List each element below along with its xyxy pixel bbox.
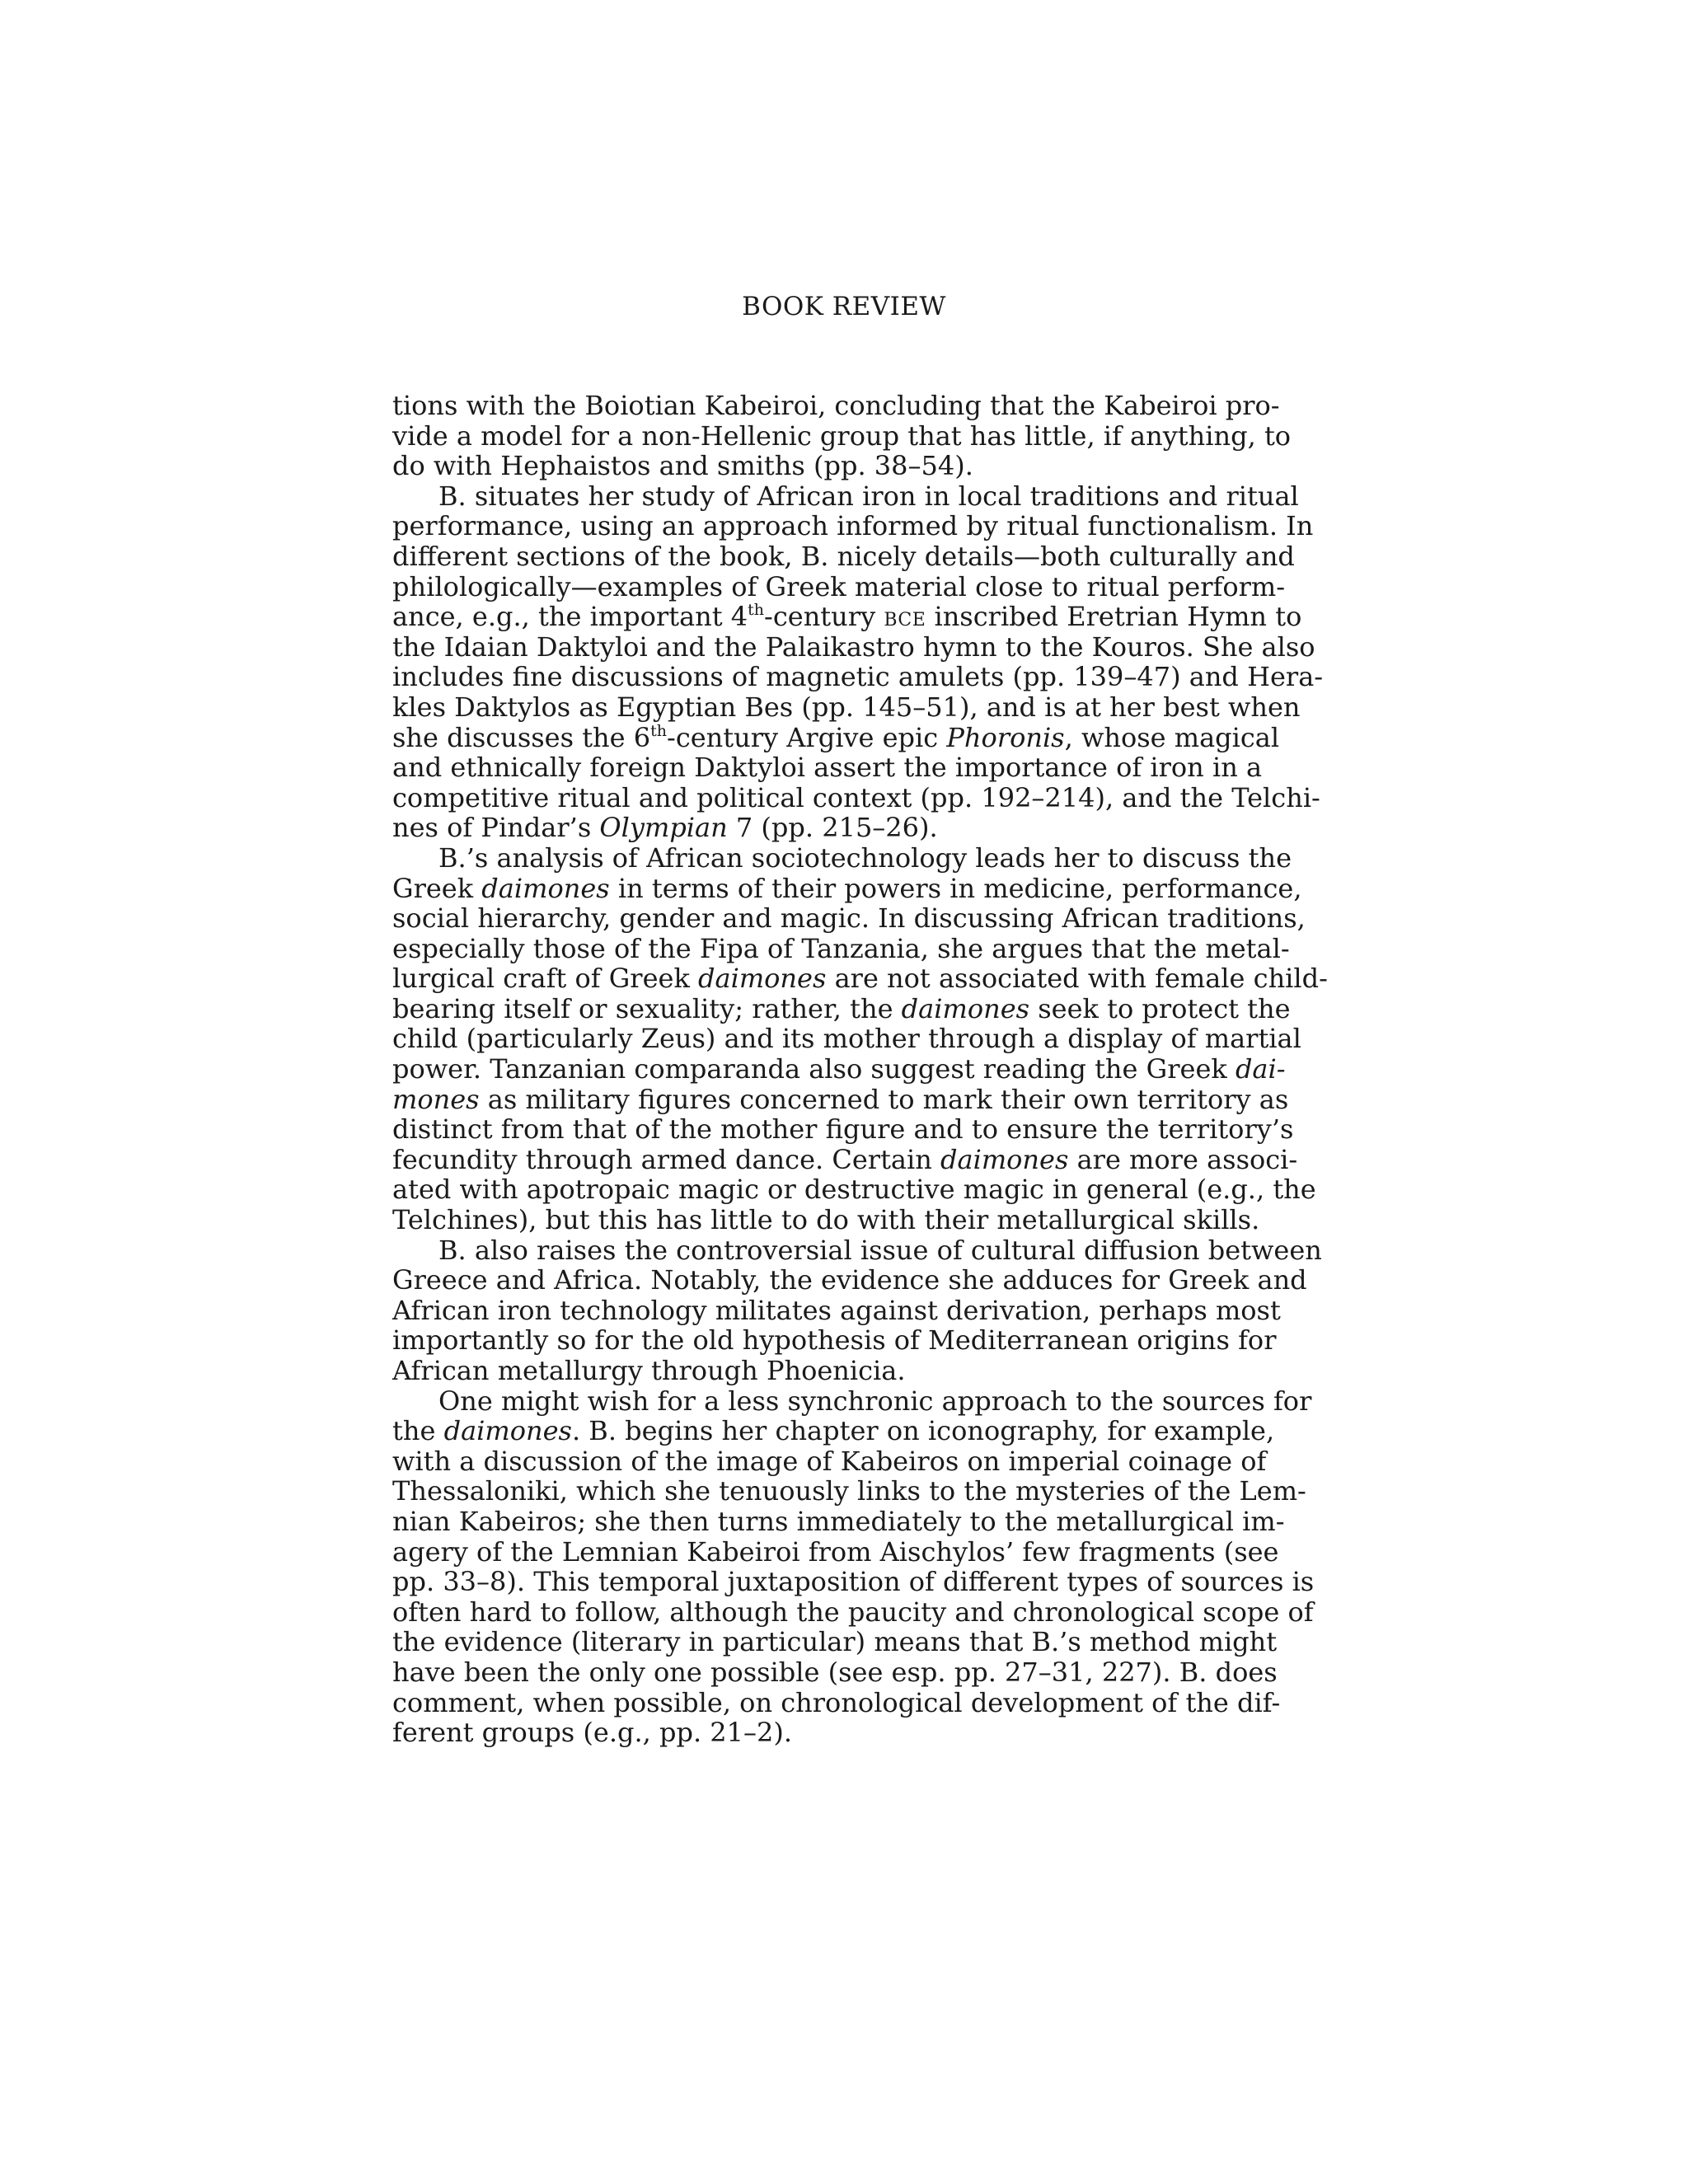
line-text: are not associated with female child- [826, 963, 1328, 995]
text-line: distinct from that of the mother figure and to ensure the territory’s [392, 1113, 1294, 1146]
italic-term: Phoronis [946, 721, 1065, 753]
text-line: B. also raises the controversial issue of cultural diffusion between [438, 1234, 1322, 1266]
text-line: includes fine discussions of magnetic amulets (pp. 139–47) and Hera- [392, 661, 1324, 693]
line-text: -century Argive epic [667, 721, 947, 753]
text-line: competitive ritual and political context (pp. 192–214), and the Telchi- [392, 781, 1320, 813]
italic-term: Olympian [599, 812, 728, 844]
italic-term: mones [392, 1083, 480, 1115]
text-line: vide a model for a non-Hellenic group that has little, if anything, to [392, 419, 1292, 452]
italic-term: daimones [481, 872, 610, 904]
text-line: tions with the Boiotian Kabeiroi, concluding that the Kabeiroi pro- [392, 390, 1280, 421]
text-line: do with Hephaistos and smiths (pp. 38–54). [392, 450, 973, 482]
text-line: Greece and Africa. Notably, the evidence she adduces for Greek and [392, 1264, 1307, 1296]
text-line: nian Kabeiros; she then turns immediately to the metallurgical im- [392, 1505, 1285, 1537]
line-text: as military figures concerned to mark their own territory as [479, 1083, 1289, 1115]
text-line [392, 872, 1302, 904]
text-line: social hierarchy, gender and magic. In discussing African traditions, [392, 902, 1306, 935]
running-head: BOOK REVIEW [742, 292, 946, 321]
line-text: the [392, 1415, 444, 1447]
line-text: bearing itself or sexuality; rather, the [392, 992, 902, 1024]
line-text: Greek [392, 872, 482, 904]
text-line: the Idaian Daktyloi and the Palaikastro hymn to the Kouros. She also [392, 630, 1315, 663]
text-line: African metallurgy through Phoenicia. [392, 1355, 906, 1386]
line-text: seek to protect the [1029, 992, 1291, 1024]
text-line: Telchines), but this has little to do with their metallurgical skills. [392, 1204, 1260, 1236]
text-line: One might wish for a less synchronic approach to the sources for [438, 1385, 1312, 1417]
superscript [650, 722, 667, 740]
line-text: . B. begins her chapter on iconography, for example, [571, 1415, 1275, 1447]
ordinal-superscript: th [748, 601, 765, 620]
line-text: inscribed Eretrian Hymn to [926, 601, 1302, 633]
italic-term: dai- [1235, 1053, 1286, 1085]
text-line: comment, when possible, on chronological development of the dif- [392, 1686, 1281, 1718]
text-line: and ethnically foreign Daktyloi assert the importance of iron in a [392, 752, 1263, 784]
line-text: nes of Pindar’s [392, 812, 600, 844]
line-text: ance, e.g., the important 4 [392, 601, 748, 633]
text-line: kles Daktylos as Egyptian Bes (pp. 145–51), and is at her best when [392, 691, 1301, 723]
line-text: lurgical craft of Greek [392, 963, 699, 995]
text-line [392, 1143, 1298, 1175]
text-line: B.’s analysis of African sociotechnology leads her to discuss the [438, 841, 1292, 874]
small-caps-text: BCE [884, 610, 926, 631]
line-text: power. Tanzanian comparanda also suggest reading the Greek [392, 1053, 1236, 1085]
line-text: she discusses the 6 [392, 721, 651, 753]
text-line: performance, using an approach informed by ritual functionalism. In [392, 510, 1314, 542]
italic-term: daimones [443, 1415, 572, 1447]
text-line [392, 1415, 1275, 1447]
italic-term: daimones [901, 992, 1030, 1024]
text-line: philologically—examples of Greek material close to ritual perform- [392, 570, 1286, 602]
text-line [392, 1053, 1286, 1085]
text-line [392, 992, 1291, 1024]
text-line: pp. 33–8). This temporal juxtaposition of different types of sources is [392, 1566, 1315, 1598]
text-line: have been the only one possible (see esp. pp. 27–31, 227). B. does [392, 1656, 1278, 1688]
text-line: child (particularly Zeus) and its mother through a display of martial [392, 1023, 1301, 1055]
text-line: often hard to follow, although the paucity and chronological scope of [392, 1596, 1314, 1628]
text-line: importantly so for the old hypothesis of Mediterranean origins for [392, 1324, 1277, 1357]
review-body [392, 390, 1328, 1749]
italic-term: daimones [698, 963, 827, 995]
text-line: Thessaloniki, which she tenuously links to the mysteries of the Lem- [392, 1475, 1306, 1507]
text-line: ated with apotropaic magic or destructive magic in general (e.g., the [392, 1174, 1316, 1206]
text-line: ferent groups (e.g., pp. 21–2). [392, 1717, 793, 1749]
text-line [392, 601, 1302, 633]
text-line: agery of the Lemnian Kabeiroi from Aischylos’ few fragments (see [392, 1535, 1279, 1568]
text-line [392, 963, 1328, 995]
line-text: -century [764, 601, 884, 633]
superscript [748, 601, 764, 619]
line-text: , whose magical [1064, 721, 1280, 753]
line-text: in terms of their powers in medicine, performance, [609, 872, 1302, 904]
text-line: especially those of the Fipa of Tanzania, she argues that the metal- [392, 932, 1290, 964]
text-line: African iron technology militates against derivation, perhaps most [392, 1294, 1281, 1326]
italic-term: daimones [940, 1143, 1069, 1175]
line-text: 7 (pp. 215–26). [727, 812, 938, 844]
text-line: different sections of the book, B. nicely details—both culturally and [392, 540, 1295, 572]
line-text: fecundity through armed dance. Certain [392, 1143, 941, 1175]
text-line [392, 721, 1280, 753]
text-line [392, 813, 1226, 843]
ordinal-superscript: th [650, 721, 667, 740]
text-line [392, 1083, 1289, 1115]
text-line: with a discussion of the image of Kabeiros on imperial coinage of [392, 1445, 1267, 1477]
line-text: are more associ- [1068, 1143, 1298, 1175]
text-line: B. situates her study of African iron in local traditions and ritual [438, 480, 1299, 512]
text-line: the evidence (literary in particular) means that B.’s method might [392, 1626, 1278, 1658]
